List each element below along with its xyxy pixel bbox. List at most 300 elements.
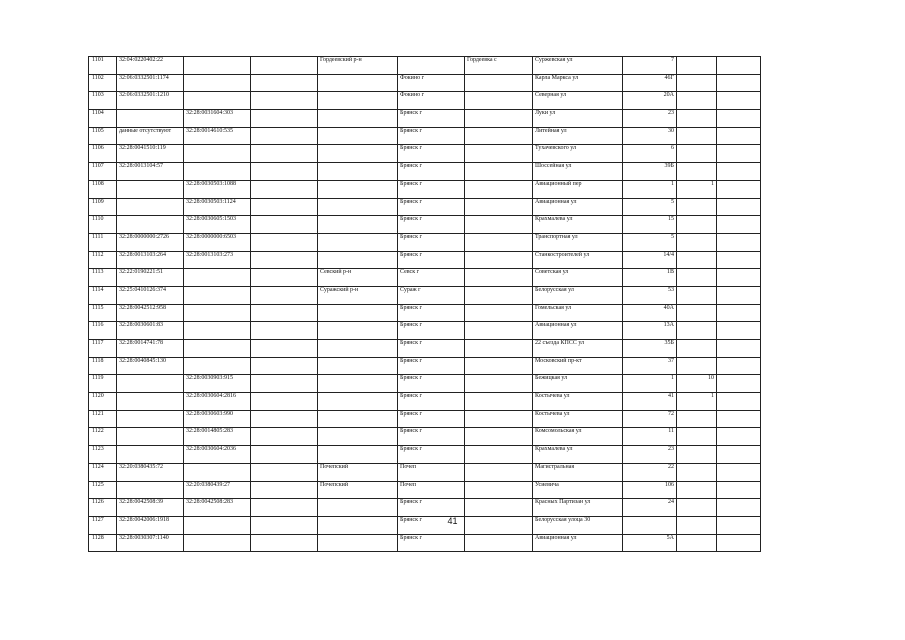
- district-cell: [318, 499, 398, 517]
- settlement-cell: [465, 304, 533, 322]
- house-cell: 37: [623, 357, 677, 375]
- row-number-cell: 1113: [89, 269, 117, 287]
- extra-cell: [717, 145, 761, 163]
- city-cell: Почеп: [398, 481, 465, 499]
- table-row: [89, 340, 761, 358]
- settlement-cell: [465, 534, 533, 552]
- street-cell: Крахмалева ул: [533, 446, 623, 464]
- city-cell: Брянск г: [398, 340, 465, 358]
- blank-cell: [251, 251, 318, 269]
- house-cell: 30: [623, 127, 677, 145]
- row-number-cell: 1121: [89, 410, 117, 428]
- table-row: [89, 393, 761, 411]
- settlement-cell: [465, 340, 533, 358]
- district-cell: [318, 163, 398, 181]
- blank-cell: [251, 74, 318, 92]
- district-cell: [318, 74, 398, 92]
- blank-cell: [251, 269, 318, 287]
- cadastral-number-2-cell: 32:28:0042508:283: [184, 499, 251, 517]
- cadastral-number-2-cell: 32:28:0013103:273: [184, 251, 251, 269]
- blank-cell: [251, 393, 318, 411]
- extra-cell: [717, 74, 761, 92]
- city-cell: Брянск г: [398, 110, 465, 128]
- settlement-cell: [465, 357, 533, 375]
- district-cell: [318, 428, 398, 446]
- building-cell: 10: [677, 375, 717, 393]
- city-cell: Брянск г: [398, 446, 465, 464]
- settlement-cell: [465, 393, 533, 411]
- settlement-cell: [465, 428, 533, 446]
- street-cell: Белорусская улоца 30: [533, 516, 623, 534]
- district-cell: Севский р-н: [318, 269, 398, 287]
- blank-cell: [251, 463, 318, 481]
- street-cell: Усиевича: [533, 481, 623, 499]
- settlement-cell: [465, 446, 533, 464]
- table-row: [89, 110, 761, 128]
- settlement-cell: [465, 463, 533, 481]
- cadastral-number-cell: [117, 410, 184, 428]
- city-cell: Брянск г: [398, 145, 465, 163]
- blank-cell: [251, 340, 318, 358]
- table-body: [89, 57, 761, 552]
- settlement-cell: [465, 481, 533, 499]
- city-cell: Брянск г: [398, 499, 465, 517]
- blank-cell: [251, 410, 318, 428]
- house-cell: 14/4: [623, 251, 677, 269]
- extra-cell: [717, 499, 761, 517]
- street-cell: Суржевская ул: [533, 57, 623, 75]
- street-cell: Комсомольская ул: [533, 428, 623, 446]
- cadastral-number-2-cell: 32:28:0030603:990: [184, 410, 251, 428]
- settlement-cell: [465, 145, 533, 163]
- district-cell: Почепский: [318, 463, 398, 481]
- table-row: [89, 463, 761, 481]
- street-cell: Красных Партизан ул: [533, 499, 623, 517]
- blank-cell: [251, 428, 318, 446]
- settlement-cell: [465, 410, 533, 428]
- extra-cell: [717, 340, 761, 358]
- house-cell: 40А: [623, 304, 677, 322]
- page-number: 41: [447, 516, 458, 526]
- cadastral-number-2-cell: 32:28:0030604:2816: [184, 393, 251, 411]
- house-cell: 6: [623, 145, 677, 163]
- cadastral-number-cell: 32:04:0220402:22: [117, 57, 184, 75]
- table-row: [89, 410, 761, 428]
- extra-cell: [717, 428, 761, 446]
- extra-cell: [717, 233, 761, 251]
- cadastral-number-cell: 32:06:0332501:1174: [117, 74, 184, 92]
- cadastral-number-2-cell: 32:28:0030604:2036: [184, 446, 251, 464]
- building-cell: [677, 410, 717, 428]
- building-cell: [677, 110, 717, 128]
- cadastral-number-cell: 32:06:0332501:1210: [117, 92, 184, 110]
- district-cell: [318, 322, 398, 340]
- blank-cell: [251, 198, 318, 216]
- house-cell: 106: [623, 481, 677, 499]
- building-cell: [677, 127, 717, 145]
- cadastral-number-cell: 32:22:0190221:51: [117, 269, 184, 287]
- cadastral-number-cell: [117, 428, 184, 446]
- table-row: [89, 216, 761, 234]
- extra-cell: [717, 304, 761, 322]
- street-cell: Транспортная ул: [533, 233, 623, 251]
- house-cell: 5: [623, 233, 677, 251]
- extra-cell: [717, 92, 761, 110]
- table-row: [89, 446, 761, 464]
- building-cell: [677, 269, 717, 287]
- building-cell: [677, 446, 717, 464]
- table-row: [89, 304, 761, 322]
- extra-cell: [717, 463, 761, 481]
- table-row: [89, 322, 761, 340]
- district-cell: Гордеевский р-н: [318, 57, 398, 75]
- city-cell: Фокино г: [398, 92, 465, 110]
- street-cell: Костычева ул: [533, 393, 623, 411]
- row-number-cell: 1128: [89, 534, 117, 552]
- district-cell: Суражский р-н: [318, 286, 398, 304]
- house-cell: 23: [623, 110, 677, 128]
- settlement-cell: [465, 499, 533, 517]
- settlement-cell: [465, 127, 533, 145]
- settlement-cell: [465, 322, 533, 340]
- cadastral-number-cell: 32:28:0042006:1918: [117, 516, 184, 534]
- blank-cell: [251, 375, 318, 393]
- city-cell: Брянск г: [398, 233, 465, 251]
- house-cell: 53: [623, 286, 677, 304]
- city-cell: Брянск г: [398, 304, 465, 322]
- table-row: [89, 428, 761, 446]
- table-row: [89, 57, 761, 75]
- table-row: [89, 286, 761, 304]
- building-cell: [677, 251, 717, 269]
- table-row: [89, 481, 761, 499]
- street-cell: Гомельская ул: [533, 304, 623, 322]
- street-cell: Северная ул: [533, 92, 623, 110]
- district-cell: [318, 92, 398, 110]
- blank-cell: [251, 304, 318, 322]
- building-cell: [677, 198, 717, 216]
- settlement-cell: [465, 233, 533, 251]
- cadastral-number-2-cell: 32:28:0030605:1503: [184, 216, 251, 234]
- city-cell: Брянск г: [398, 534, 465, 552]
- settlement-cell: [465, 251, 533, 269]
- settlement-cell: [465, 110, 533, 128]
- table-row: [89, 92, 761, 110]
- cadastral-number-2-cell: [184, 534, 251, 552]
- cadastral-number-cell: 32:28:0041510:119: [117, 145, 184, 163]
- cadastral-number-cell: [117, 110, 184, 128]
- city-cell: Брянск г: [398, 251, 465, 269]
- cadastral-number-cell: 32:28:0013103:264: [117, 251, 184, 269]
- row-number-cell: 1122: [89, 428, 117, 446]
- cadastral-number-2-cell: 32:20:0380439:27: [184, 481, 251, 499]
- street-cell: Костычева ул: [533, 410, 623, 428]
- street-cell: Крахмалева ул: [533, 216, 623, 234]
- row-number-cell: 1127: [89, 516, 117, 534]
- building-cell: [677, 286, 717, 304]
- street-cell: Авиационный пер: [533, 180, 623, 198]
- cadastral-number-2-cell: 32:28:0030503:1088: [184, 180, 251, 198]
- street-cell: Станкостроителей ул: [533, 251, 623, 269]
- city-cell: Сураж г: [398, 286, 465, 304]
- street-cell: Магистральная: [533, 463, 623, 481]
- city-cell: Брянск г: [398, 393, 465, 411]
- extra-cell: [717, 534, 761, 552]
- house-cell: 1: [623, 180, 677, 198]
- city-cell: Брянск г: [398, 216, 465, 234]
- cadastral-number-cell: 32:28:0042512:958: [117, 304, 184, 322]
- extra-cell: [717, 127, 761, 145]
- cadastral-number-cell: [117, 198, 184, 216]
- building-cell: [677, 322, 717, 340]
- cadastral-number-cell: [117, 481, 184, 499]
- blank-cell: [251, 57, 318, 75]
- building-cell: [677, 145, 717, 163]
- extra-cell: [717, 110, 761, 128]
- street-cell: 22 съезда КПСС ул: [533, 340, 623, 358]
- table-row: [89, 534, 761, 552]
- blank-cell: [251, 534, 318, 552]
- extra-cell: [717, 375, 761, 393]
- cadastral-number-cell: 32:20:0380435:72: [117, 463, 184, 481]
- blank-cell: [251, 357, 318, 375]
- settlement-cell: [465, 198, 533, 216]
- district-cell: [318, 534, 398, 552]
- building-cell: [677, 163, 717, 181]
- row-number-cell: 1116: [89, 322, 117, 340]
- cadastral-number-2-cell: 32:28:0014805:283: [184, 428, 251, 446]
- row-number-cell: 1105: [89, 127, 117, 145]
- cadastral-number-2-cell: [184, 463, 251, 481]
- cadastral-number-2-cell: [184, 322, 251, 340]
- building-cell: [677, 357, 717, 375]
- building-cell: [677, 428, 717, 446]
- street-cell: Бежицкая ул: [533, 375, 623, 393]
- cadastral-number-cell: 32:25:0410126:374: [117, 286, 184, 304]
- city-cell: Брянск г: [398, 375, 465, 393]
- district-cell: [318, 357, 398, 375]
- blank-cell: [251, 163, 318, 181]
- building-cell: 1: [677, 393, 717, 411]
- house-cell: 11: [623, 428, 677, 446]
- street-cell: Белорусская ул: [533, 286, 623, 304]
- building-cell: [677, 340, 717, 358]
- cadastral-number-cell: [117, 375, 184, 393]
- settlement-cell: [465, 375, 533, 393]
- building-cell: [677, 481, 717, 499]
- blank-cell: [251, 286, 318, 304]
- table-row: [89, 233, 761, 251]
- row-number-cell: 1123: [89, 446, 117, 464]
- table-row: [89, 74, 761, 92]
- extra-cell: [717, 481, 761, 499]
- cadastral-number-2-cell: [184, 92, 251, 110]
- row-number-cell: 1117: [89, 340, 117, 358]
- district-cell: [318, 233, 398, 251]
- extra-cell: [717, 180, 761, 198]
- row-number-cell: 1118: [89, 357, 117, 375]
- cadastral-number-2-cell: 32:28:0000000:6503: [184, 233, 251, 251]
- cadastral-number-cell: 32:28:0042508:39: [117, 499, 184, 517]
- building-cell: [677, 233, 717, 251]
- extra-cell: [717, 163, 761, 181]
- settlement-cell: [465, 216, 533, 234]
- table-row: [89, 375, 761, 393]
- cadastral-number-2-cell: 32:28:0031604:303: [184, 110, 251, 128]
- extra-cell: [717, 410, 761, 428]
- cadastral-number-2-cell: 32:28:0030903:915: [184, 375, 251, 393]
- settlement-cell: [465, 286, 533, 304]
- table-row: [89, 127, 761, 145]
- row-number-cell: 1104: [89, 110, 117, 128]
- cadastral-number-2-cell: [184, 269, 251, 287]
- table-row: [89, 163, 761, 181]
- district-cell: [318, 251, 398, 269]
- house-cell: 7: [623, 57, 677, 75]
- cadastral-number-2-cell: [184, 163, 251, 181]
- cadastral-number-cell: 32:28:0014741:78: [117, 340, 184, 358]
- row-number-cell: 1106: [89, 145, 117, 163]
- extra-cell: [717, 216, 761, 234]
- settlement-cell: [465, 180, 533, 198]
- city-cell: Фокино г: [398, 74, 465, 92]
- extra-cell: [717, 393, 761, 411]
- blank-cell: [251, 180, 318, 198]
- blank-cell: [251, 233, 318, 251]
- table-row: [89, 251, 761, 269]
- city-cell: Брянск г: [398, 410, 465, 428]
- building-cell: [677, 499, 717, 517]
- table-row: [89, 198, 761, 216]
- house-cell: 5: [623, 198, 677, 216]
- street-cell: Авиационная ул: [533, 534, 623, 552]
- cadastral-number-cell: [117, 216, 184, 234]
- district-cell: [318, 446, 398, 464]
- house-cell: 41: [623, 393, 677, 411]
- extra-cell: [717, 251, 761, 269]
- street-cell: Карла Маркса ул: [533, 74, 623, 92]
- house-cell: 15: [623, 216, 677, 234]
- cadastral-number-2-cell: [184, 340, 251, 358]
- blank-cell: [251, 216, 318, 234]
- settlement-cell: [465, 269, 533, 287]
- district-cell: [318, 145, 398, 163]
- cadastral-number-cell: данные отсутствуют: [117, 127, 184, 145]
- city-cell: Брянск г: [398, 127, 465, 145]
- blank-cell: [251, 127, 318, 145]
- city-cell: Брянск г: [398, 322, 465, 340]
- street-cell: Тухачевского ул: [533, 145, 623, 163]
- blank-cell: [251, 499, 318, 517]
- cadastral-number-cell: [117, 180, 184, 198]
- row-number-cell: 1109: [89, 198, 117, 216]
- settlement-cell: [465, 74, 533, 92]
- city-cell: Брянск г: [398, 516, 465, 534]
- district-cell: [318, 216, 398, 234]
- city-cell: Брянск г: [398, 180, 465, 198]
- cadastral-number-2-cell: [184, 304, 251, 322]
- house-cell: 1В: [623, 269, 677, 287]
- row-number-cell: 1120: [89, 393, 117, 411]
- row-number-cell: 1112: [89, 251, 117, 269]
- house-cell: 46Г: [623, 74, 677, 92]
- row-number-cell: 1126: [89, 499, 117, 517]
- blank-cell: [251, 446, 318, 464]
- house-cell: 1: [623, 375, 677, 393]
- row-number-cell: 1114: [89, 286, 117, 304]
- house-cell: 20А: [623, 92, 677, 110]
- row-number-cell: 1107: [89, 163, 117, 181]
- table-row: [89, 499, 761, 517]
- settlement-cell: [465, 163, 533, 181]
- street-cell: Авиационная ул: [533, 322, 623, 340]
- building-cell: [677, 534, 717, 552]
- house-cell: 72: [623, 410, 677, 428]
- city-cell: Почеп: [398, 463, 465, 481]
- row-number-cell: 1101: [89, 57, 117, 75]
- extra-cell: [717, 446, 761, 464]
- extra-cell: [717, 198, 761, 216]
- district-cell: [318, 340, 398, 358]
- row-number-cell: 1102: [89, 74, 117, 92]
- city-cell: Севск г: [398, 269, 465, 287]
- district-cell: [318, 110, 398, 128]
- building-cell: 1: [677, 180, 717, 198]
- data-table: [88, 56, 761, 552]
- blank-cell: [251, 110, 318, 128]
- district-cell: [318, 375, 398, 393]
- row-number-cell: 1115: [89, 304, 117, 322]
- street-cell: Луки ул: [533, 110, 623, 128]
- table-row: [89, 145, 761, 163]
- extra-cell: [717, 286, 761, 304]
- city-cell: Брянск г: [398, 198, 465, 216]
- extra-cell: [717, 57, 761, 75]
- street-cell: Советская ул: [533, 269, 623, 287]
- cadastral-number-cell: 32:28:0030601:83: [117, 322, 184, 340]
- cadastral-number-2-cell: 32:28:0014610:535: [184, 127, 251, 145]
- house-cell: 13А: [623, 322, 677, 340]
- house-cell: 24: [623, 499, 677, 517]
- house-cell: 23: [623, 446, 677, 464]
- building-cell: [677, 463, 717, 481]
- house-cell: 35Б: [623, 340, 677, 358]
- row-number-cell: 1124: [89, 463, 117, 481]
- table-row: [89, 180, 761, 198]
- city-cell: Брянск г: [398, 163, 465, 181]
- building-cell: [677, 57, 717, 75]
- table-row: [89, 357, 761, 375]
- blank-cell: [251, 92, 318, 110]
- row-number-cell: 1103: [89, 92, 117, 110]
- extra-cell: [717, 269, 761, 287]
- street-cell: Шоссейная ул: [533, 163, 623, 181]
- cadastral-number-2-cell: [184, 57, 251, 75]
- cadastral-number-2-cell: [184, 145, 251, 163]
- cadastral-number-cell: [117, 446, 184, 464]
- building-cell: [677, 304, 717, 322]
- city-cell: Брянск г: [398, 428, 465, 446]
- district-cell: [318, 304, 398, 322]
- street-cell: Московский пр-кт: [533, 357, 623, 375]
- settlement-cell: Гордеевка с: [465, 57, 533, 75]
- building-cell: [677, 216, 717, 234]
- cadastral-number-2-cell: [184, 286, 251, 304]
- cadastral-number-cell: 32:28:0000000:2726: [117, 233, 184, 251]
- row-number-cell: 1108: [89, 180, 117, 198]
- cadastral-number-2-cell: [184, 74, 251, 92]
- row-number-cell: 1125: [89, 481, 117, 499]
